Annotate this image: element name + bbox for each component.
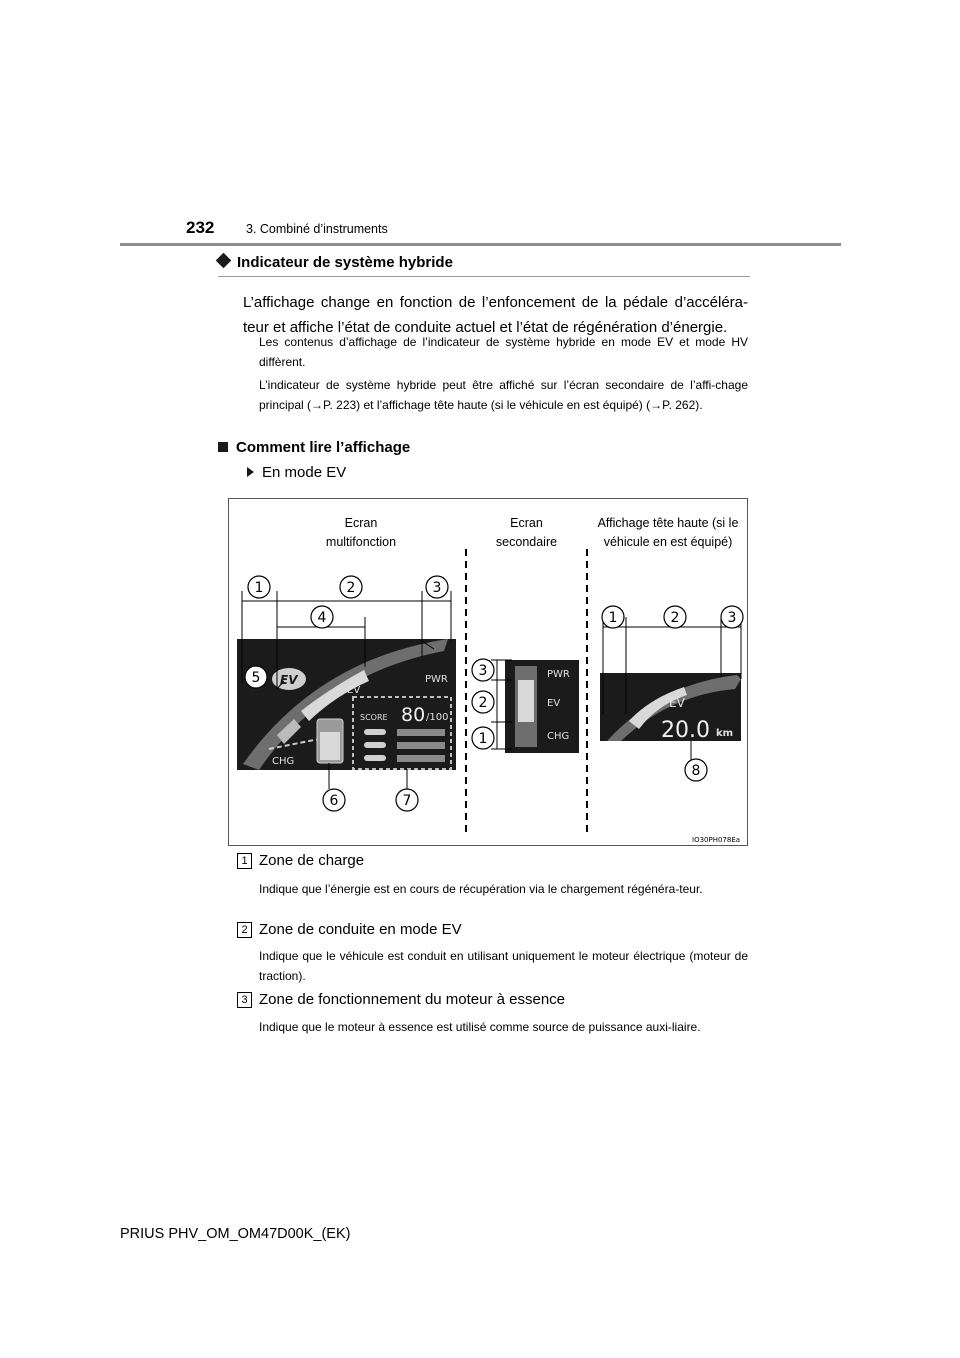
triangle-bullet-icon [247,467,254,477]
mode-text: En mode EV [262,464,347,481]
item-title-3: Zone de fonctionnement du moteur à essence [259,991,566,1008]
item-title-2: Zone de conduite en mode EV [259,921,462,938]
footer-doc-id: PRIUS PHV_OM_OM47D00K_(EK) [120,1226,351,1242]
item-title-1: Zone de charge [259,852,365,869]
section-heading [218,254,453,271]
secondary-pwr-label: PWR [547,669,570,680]
svg-text:1: 1 [608,610,618,626]
chapter-title: 3. Combiné d’instruments [246,222,388,236]
item-number-1: 1 [237,853,252,869]
item-desc-3: Indique que le moteur à essence est utilisé comme source de puissance auxi-liaire. [259,1020,701,1034]
hud-distance: 20.0 [661,718,710,743]
svg-text:1: 1 [254,580,264,596]
svg-text:4: 4 [317,610,327,626]
score-label: SCORE [360,713,388,722]
eco-score-bars [397,729,445,762]
section-rule [218,276,750,277]
subsection-heading [218,439,410,456]
secondary-ev-fill [518,680,534,722]
figure-id: IO30PH078Ea [692,836,741,844]
header-rule [120,243,841,246]
svg-text:2: 2 [346,580,356,596]
caption-multi: Ecran multifonction [325,516,397,549]
square-bullet-icon [218,442,228,452]
intro-paragraph: L’affichage change en fonction de l’enfoncement de la pédale d’accéléra-teur et affiche l’état de conduite actuel et l’état de régénération d’énergie. [243,294,748,336]
caption-hud: Affichage tête haute (si le véhicule en est équipé) [597,516,739,549]
item-number-3: 3 [237,992,252,1008]
svg-text:5: 5 [251,670,261,686]
hud-unit: km [716,728,734,739]
subsection-title: Comment lire l’affichage [236,439,411,456]
item-number-2: 2 [237,922,252,938]
item-desc-1: Indique que l’énergie est en cours de récupération via le chargement régénéra-teur. [259,882,703,896]
chg-label: CHG [272,756,295,767]
hud-ev-label: EV [669,696,685,710]
svg-text:3: 3 [478,663,488,679]
secondary-chg-label: CHG [547,731,570,742]
caption-secondary: Ecran secondaire [495,516,558,549]
car-icons [364,729,386,761]
score-max: /100 [426,712,449,723]
svg-text:8: 8 [691,763,701,779]
score-value: 80 [401,704,426,726]
battery-level [320,732,340,760]
svg-text:3: 3 [432,580,442,596]
svg-text:2: 2 [670,610,680,626]
svg-text:1: 1 [478,731,488,747]
svg-text:3: 3 [727,610,737,626]
item-desc-2: Indique que le véhicule est conduit en utilisant uniquement le moteur électrique (moteur de traction). [259,949,748,983]
ev-badge-text: EV [280,673,298,687]
page-number: 232 [186,218,215,237]
svg-text:6: 6 [329,793,339,809]
secondary-ev-label: EV [547,698,561,709]
mode-label [247,464,346,481]
note-paragraph-1: Les contenus d’affichage de l’indicateur de système hybride en mode EV et mode HV diffèrent. [259,335,748,369]
ev-label: EV [347,685,361,696]
note-paragraph-2: L’indicateur de système hybride peut être affiché sur l’écran secondaire de l’affi-chage principal (→P. 223) et l’affichage tête haute (si le véhicule en est équipé) (→P. 262). [259,378,748,412]
svg-text:2: 2 [478,695,488,711]
diamond-bullet-icon [216,253,232,269]
pwr-label: PWR [425,674,448,685]
section-title: Indicateur de système hybride [237,254,453,271]
hybrid-indicator-figure [228,498,748,846]
svg-text:7: 7 [402,793,412,809]
